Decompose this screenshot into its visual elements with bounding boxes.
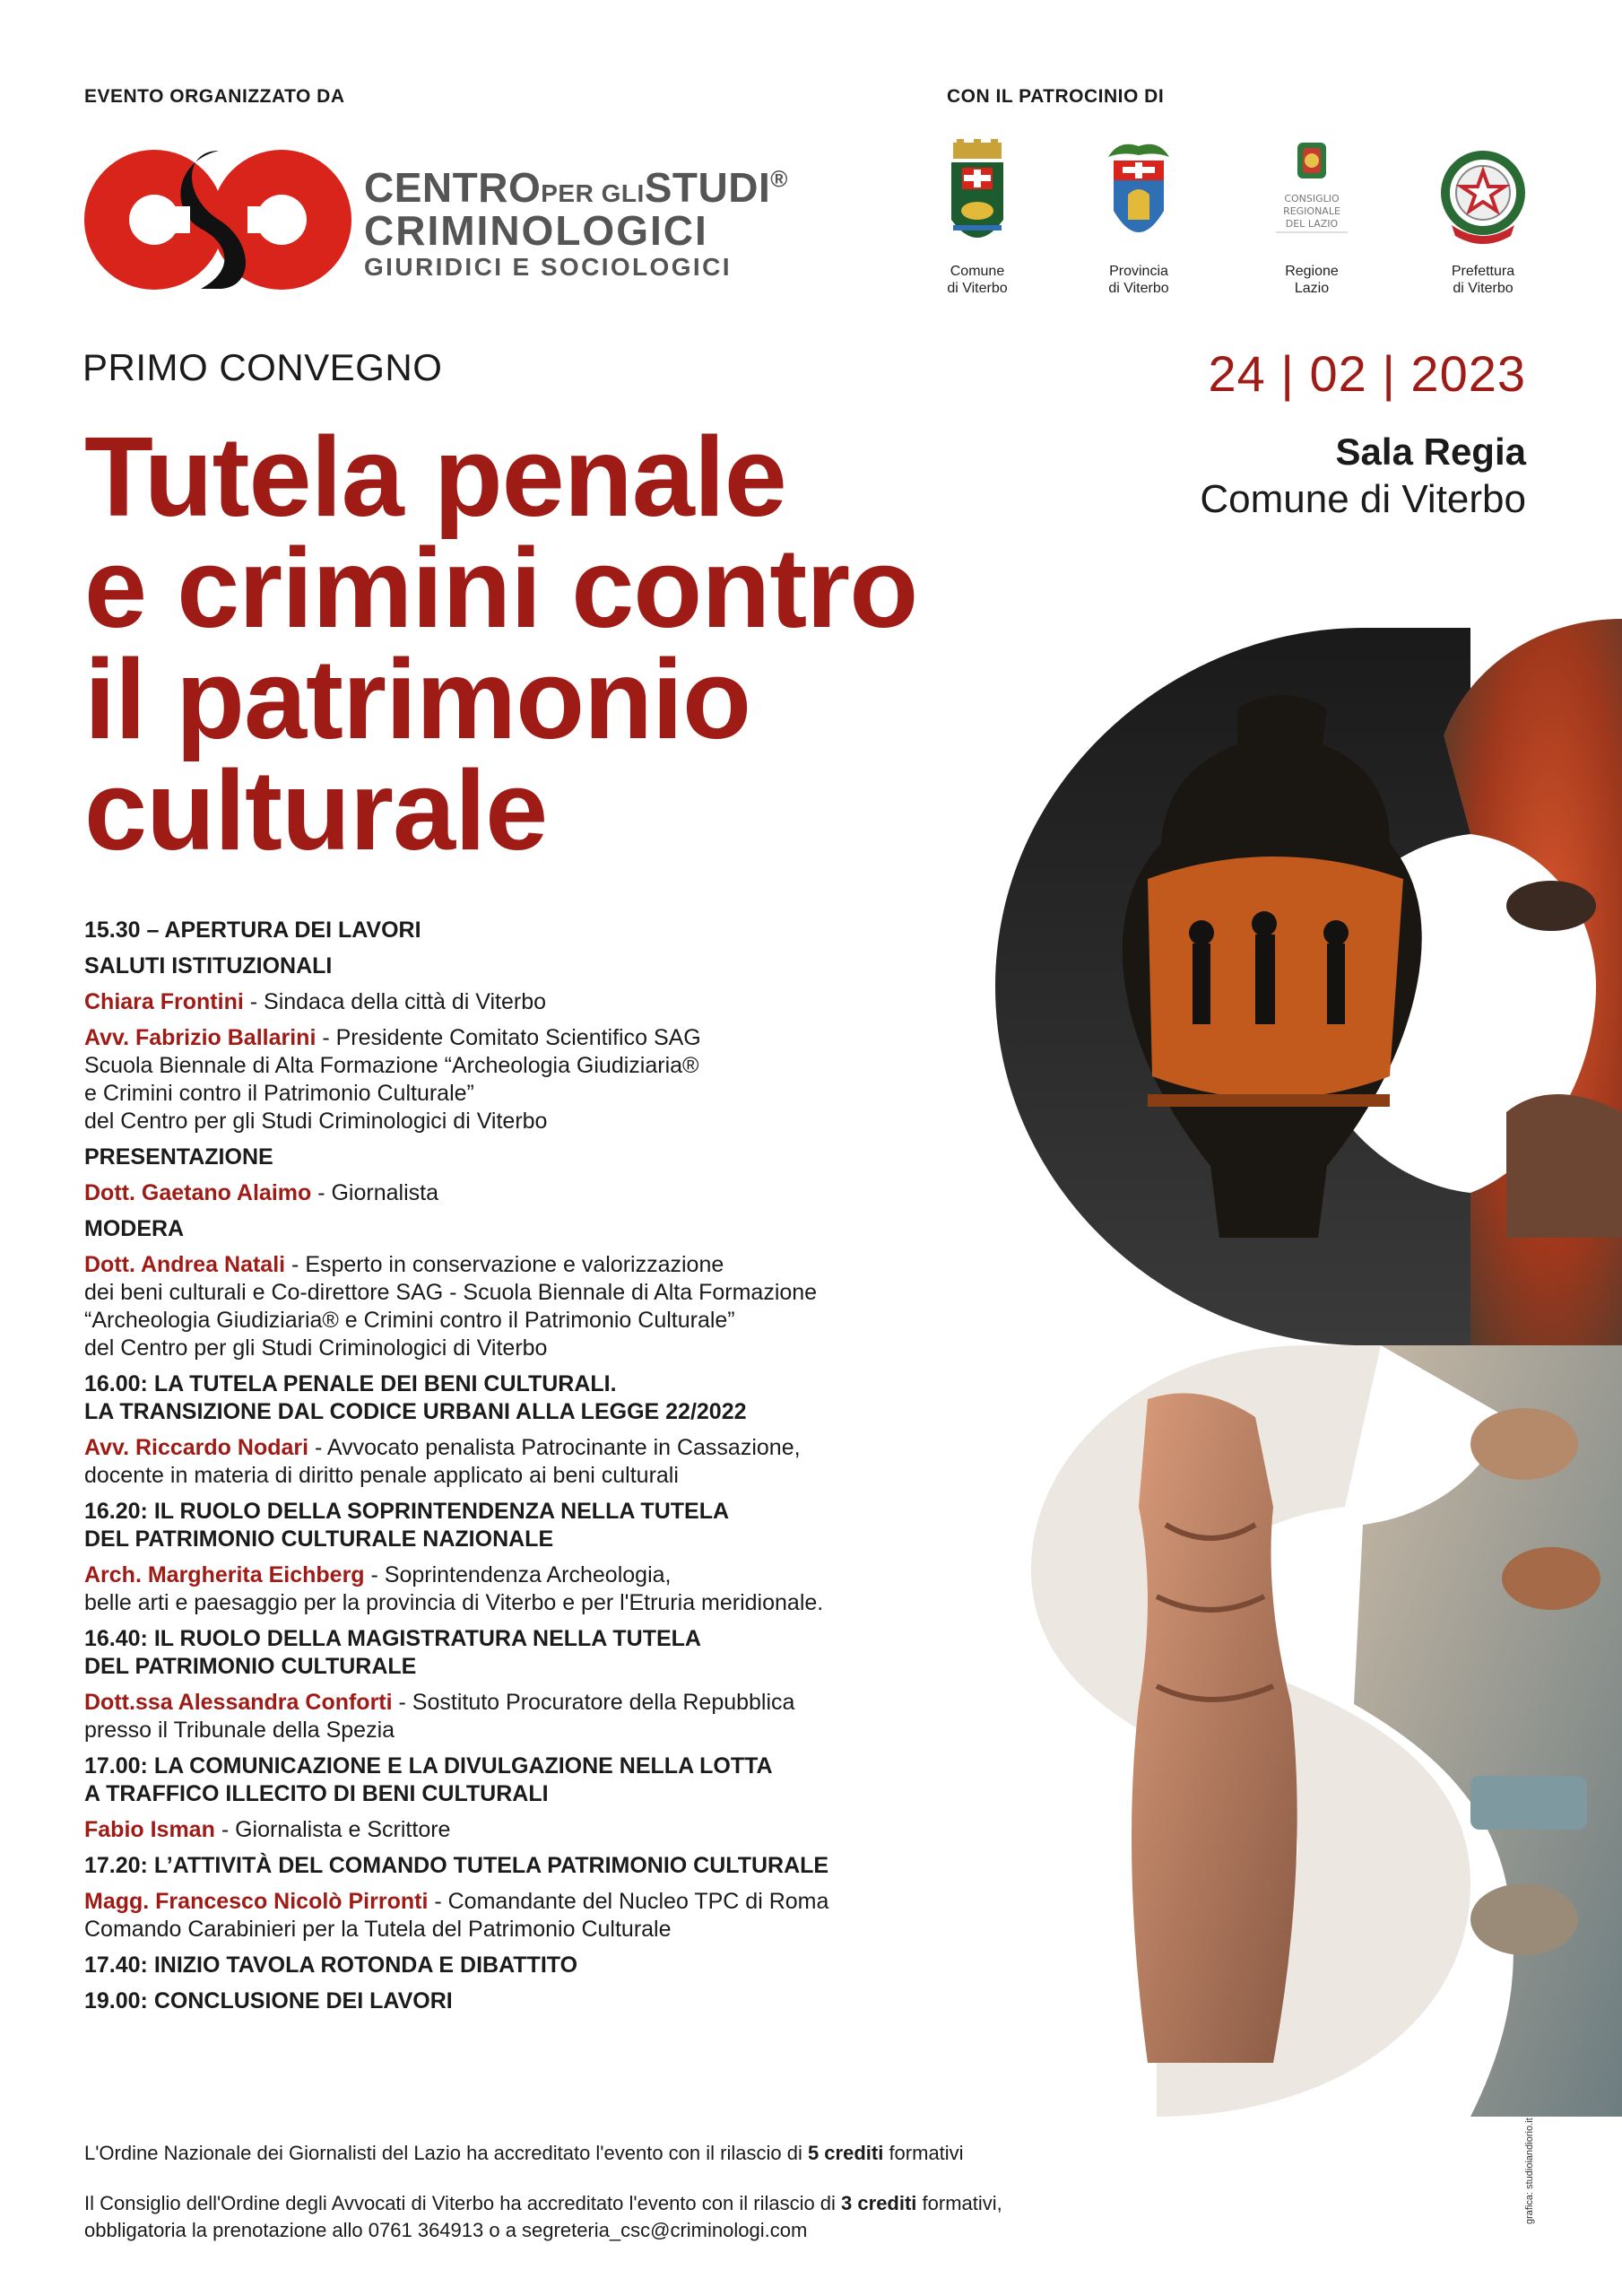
speaker-line bbox=[84, 1179, 990, 1207]
program bbox=[84, 917, 990, 2023]
patron-caption-line1: Prefettura bbox=[1451, 264, 1515, 279]
organizer-name-line3: GIURIDICI E SOCIOLOGICI bbox=[364, 253, 732, 281]
footer-text: L'Ordine Nazionale dei Giornalisti del Lazio ha accreditato l'evento con il rilascio di bbox=[84, 2142, 808, 2164]
speaker-name: Avv. Riccardo Nodari bbox=[84, 1435, 309, 1460]
speaker-role: - Comandante del Nucleo TPC di Roma bbox=[428, 1889, 829, 1914]
title-line: il patrimonio bbox=[84, 636, 750, 762]
session-title: 16.40: IL RUOLO DELLA MAGISTRATURA NELLA TUTELA bbox=[84, 1626, 701, 1651]
event-venue-place: Comune di Viterbo bbox=[1200, 477, 1526, 521]
organizer-name-line2: CRIMINOLOGICI bbox=[364, 207, 708, 254]
patron-caption-line1: Provincia bbox=[1109, 264, 1168, 279]
footer-text: formativi bbox=[883, 2142, 964, 2164]
footer-text: formativi, bbox=[916, 2192, 1002, 2214]
patronage-label: CON IL PATROCINIO DI bbox=[947, 86, 1165, 107]
session-title: 17.20: L’ATTIVITÀ DEL COMANDO TUTELA PATRIMONIO CULTURALE bbox=[84, 1853, 829, 1878]
title-line: e crimini contro bbox=[84, 525, 918, 651]
speaker-detail: dei beni culturali e Co-direttore SAG - Scuola Biennale di Alta Formazione bbox=[84, 1280, 818, 1305]
speaker-name: Dott. Andrea Natali bbox=[84, 1252, 286, 1277]
session-title: DEL PATRIMONIO CULTURALE NAZIONALE bbox=[84, 1526, 554, 1552]
speaker-role: - Sostituto Procuratore della Repubblica bbox=[392, 1690, 795, 1715]
session-title: 19.00: CONCLUSIONE DEI LAVORI bbox=[84, 1988, 453, 2013]
patron-prefettura-viterbo bbox=[1416, 139, 1550, 297]
speaker-detail: e Crimini contro il Patrimonio Culturale” bbox=[84, 1081, 474, 1106]
svg-text:CONSIGLIO: CONSIGLIO bbox=[1284, 193, 1340, 204]
speaker-line bbox=[84, 1561, 990, 1589]
artwork-collage bbox=[968, 610, 1622, 2117]
event-date: 24 | 02 | 2023 bbox=[1208, 345, 1526, 402]
speaker-detail: belle arti e paesaggio per la provincia di Viterbo e per l'Etruria meridionale. bbox=[84, 1590, 824, 1615]
registered-mark: ® bbox=[770, 165, 788, 193]
speaker-line bbox=[84, 1434, 990, 1462]
title-line: culturale bbox=[84, 747, 548, 874]
session-title: A TRAFFICO ILLECITO DI BENI CULTURALI bbox=[84, 1781, 549, 1806]
speaker-detail: docente in materia di diritto penale applicato ai beni culturali bbox=[84, 1463, 679, 1488]
program-heading: 15.30 – APERTURA DEI LAVORI bbox=[84, 918, 421, 943]
patron-caption-line1: Regione bbox=[1285, 264, 1339, 279]
vase-image bbox=[995, 628, 1470, 1345]
speaker-detail: del Centro per gli Studi Criminologici di Viterbo bbox=[84, 1335, 548, 1361]
speaker-line bbox=[84, 1888, 990, 1916]
session-title: DEL PATRIMONIO CULTURALE bbox=[84, 1654, 417, 1679]
organizer-name bbox=[364, 164, 788, 281]
event-title bbox=[84, 413, 918, 874]
speaker-role: - Soprintendenza Archeologia, bbox=[364, 1562, 672, 1587]
footer-credits: 5 crediti bbox=[807, 2142, 884, 2164]
speaker-line bbox=[84, 1024, 990, 1052]
organizer-name-part2: PER GLI bbox=[541, 179, 645, 207]
csc-logo-icon bbox=[84, 144, 353, 296]
organizer-name-part1: CENTRO bbox=[364, 164, 542, 211]
svg-text:REGIONALE: REGIONALE bbox=[1283, 205, 1340, 217]
session-title: 16.00: LA TUTELA PENALE DEI BENI CULTURALI. bbox=[84, 1371, 617, 1396]
speaker-name: Arch. Margherita Eichberg bbox=[84, 1562, 365, 1587]
speaker-name: Avv. Fabrizio Ballarini bbox=[84, 1025, 317, 1050]
booking-info: obbligatoria la prenotazione allo 0761 364913 o a segreteria_csc@criminologi.com bbox=[84, 2219, 808, 2241]
speaker-detail: presso il Tribunale della Spezia bbox=[84, 1718, 395, 1743]
repubblica-italiana-emblem-icon bbox=[1434, 139, 1532, 256]
speaker-line bbox=[84, 1251, 990, 1279]
patron-caption-line2: di Viterbo bbox=[1453, 281, 1514, 296]
regione-lazio-emblem-icon bbox=[1258, 139, 1366, 256]
patron-caption-line2: di Viterbo bbox=[1108, 281, 1169, 296]
session-title: LA TRANSIZIONE DAL CODICE URBANI ALLA LEGGE 22/2022 bbox=[84, 1399, 747, 1424]
session-title: 17.40: INIZIO TAVOLA ROTONDA E DIBATTITO bbox=[84, 1952, 578, 1978]
speaker-name: Magg. Francesco Nicolò Pirronti bbox=[84, 1889, 429, 1914]
speaker-role: - Sindaca della città di Viterbo bbox=[243, 989, 547, 1014]
session-title: 16.20: IL RUOLO DELLA SOPRINTENDENZA NELLA TUTELA bbox=[84, 1499, 730, 1524]
speaker-name: Chiara Frontini bbox=[84, 989, 244, 1014]
speaker-name: Dott. Gaetano Alaimo bbox=[84, 1180, 312, 1205]
speaker-detail: Comando Carabinieri per la Tutela del Patrimonio Culturale bbox=[84, 1917, 672, 1942]
patron-regione-lazio bbox=[1245, 139, 1379, 297]
speaker-line bbox=[84, 1689, 990, 1717]
program-heading: MODERA bbox=[84, 1216, 185, 1241]
comune-viterbo-crest-icon bbox=[946, 139, 1009, 256]
speaker-line bbox=[84, 988, 990, 1016]
footer-credits: 3 crediti bbox=[841, 2192, 917, 2214]
accreditation-lawyers bbox=[84, 2190, 1160, 2244]
speaker-detail: “Archeologia Giudiziaria® e Crimini contro il Patrimonio Culturale” bbox=[84, 1308, 735, 1333]
patron-provincia-viterbo bbox=[1071, 139, 1206, 297]
patron-caption-line2: Lazio bbox=[1294, 281, 1330, 296]
organizer-logo bbox=[84, 144, 788, 296]
footer-text: Il Consiglio dell'Ordine degli Avvocati di Viterbo ha accreditato l'evento con il rilascio di bbox=[84, 2192, 842, 2214]
patron-caption-line1: Comune bbox=[950, 264, 1005, 279]
speaker-role: - Giornalista e Scrittore bbox=[214, 1817, 451, 1842]
svg-text:DEL LAZIO: DEL LAZIO bbox=[1285, 218, 1339, 230]
design-credit: grafica: studioiandiorio.it bbox=[1524, 2118, 1535, 2224]
speaker-detail: del Centro per gli Studi Criminologici di Viterbo bbox=[84, 1109, 548, 1134]
title-line: Tutela penale bbox=[84, 413, 786, 540]
event-venue: Sala Regia bbox=[1335, 430, 1526, 473]
patron-caption-line2: di Viterbo bbox=[947, 281, 1008, 296]
speaker-name: Dott.ssa Alessandra Conforti bbox=[84, 1690, 393, 1715]
speaker-role: - Avvocato penalista Patrocinante in Cassazione, bbox=[308, 1435, 801, 1460]
speaker-role: - Giornalista bbox=[311, 1180, 438, 1205]
speaker-detail: Scuola Biennale di Alta Formazione “Archeologia Giudiziaria® bbox=[84, 1053, 699, 1078]
organizer-name-part3: STUDI bbox=[644, 164, 771, 211]
event-kicker: PRIMO CONVEGNO bbox=[82, 346, 443, 388]
speaker-role: - Presidente Comitato Scientifico SAG bbox=[316, 1025, 701, 1050]
patron-comune-viterbo bbox=[910, 139, 1045, 297]
speaker-line bbox=[84, 1816, 990, 1844]
organized-by-label: EVENTO ORGANIZZATO DA bbox=[84, 86, 345, 107]
program-heading: SALUTI ISTITUZIONALI bbox=[84, 953, 333, 978]
program-heading: PRESENTAZIONE bbox=[84, 1144, 273, 1170]
session-title: 17.00: LA COMUNICAZIONE E LA DIVULGAZIONE NELLA LOTTA bbox=[84, 1753, 773, 1779]
accreditation-journalists bbox=[84, 2140, 1160, 2167]
speaker-role: - Esperto in conservazione e valorizzazione bbox=[285, 1252, 724, 1277]
provincia-viterbo-crest-icon bbox=[1101, 139, 1176, 256]
speaker-name: Fabio Isman bbox=[84, 1817, 215, 1842]
